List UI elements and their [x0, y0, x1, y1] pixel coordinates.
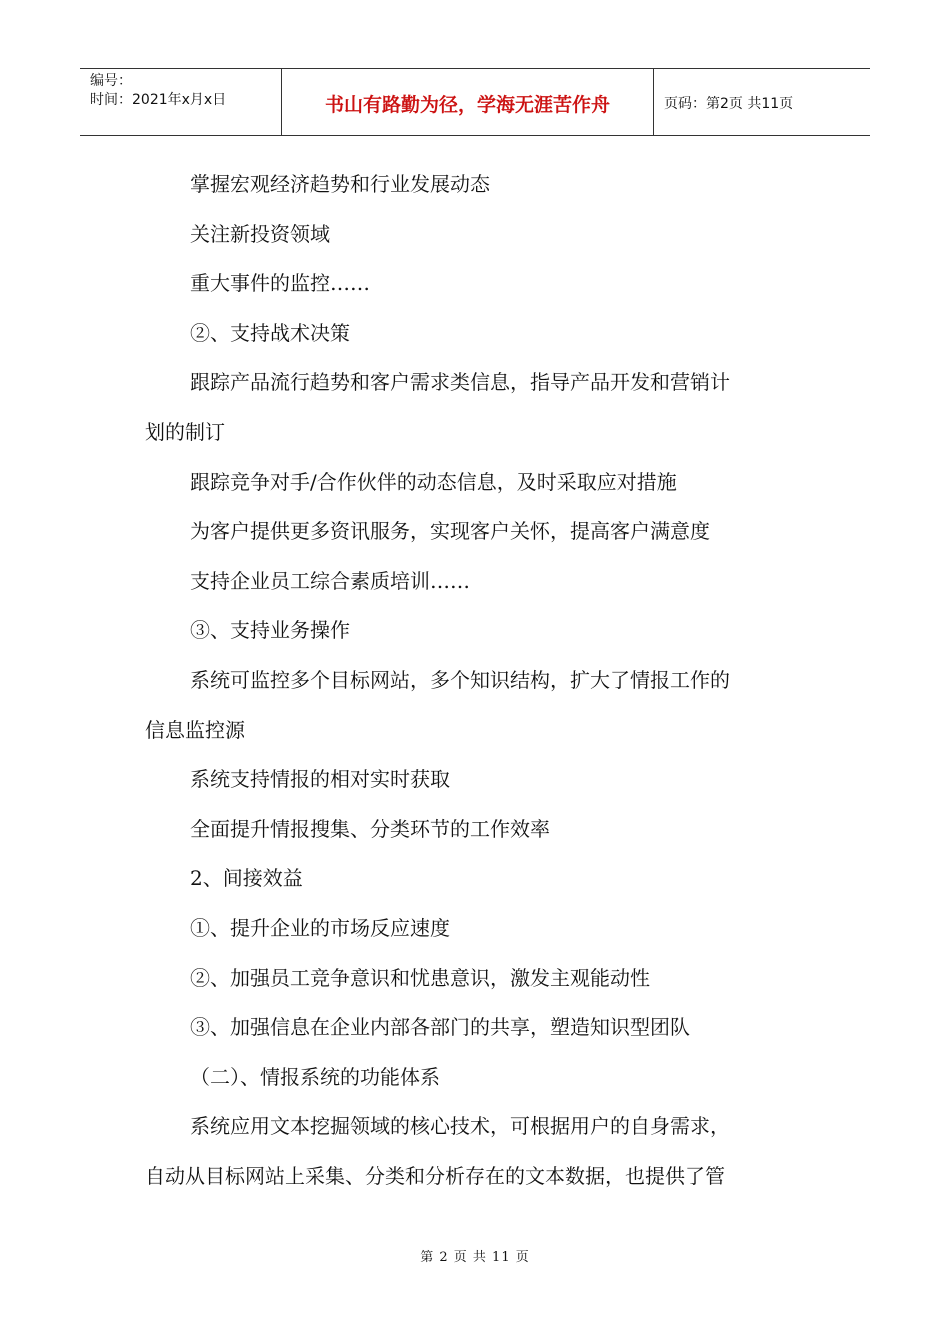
body-paragraph: 自动从目标网站上采集、分类和分析存在的文本数据，也提供了管 — [145, 1163, 725, 1188]
page-footer: 第 2 页 共 11 页 — [420, 1250, 530, 1265]
body-paragraph: ①、提升企业的市场反应速度 — [190, 915, 450, 940]
body-paragraph: 信息监控源 — [145, 717, 245, 742]
body-paragraph: 关注新投资领域 — [190, 221, 330, 246]
body-paragraph: ②、支持战术决策 — [190, 320, 350, 345]
body-paragraph: 掌握宏观经济趋势和行业发展动态 — [190, 172, 490, 196]
header-slogan: 书山有路勤为径，学海无涯苦作舟 — [282, 69, 654, 135]
body-paragraph: 跟踪产品流行趋势和客户需求类信息，指导产品开发和营销计 — [190, 370, 730, 395]
body-paragraph: 支持企业员工综合素质培训…… — [190, 568, 470, 593]
body-paragraph: 跟踪竞争对手/合作伙伴的动态信息，及时采取应对措施 — [190, 469, 677, 494]
document-number-label: 编号： — [90, 73, 132, 89]
body-paragraph: 系统可监控多个目标网站，多个知识结构，扩大了情报工作的 — [190, 667, 730, 692]
body-paragraph: 为客户提供更多资讯服务，实现客户关怀，提高客户满意度 — [190, 519, 710, 544]
body-paragraph: ②、加强员工竞争意识和忧患意识，激发主观能动性 — [190, 965, 650, 990]
body-paragraph: 系统应用文本挖掘领域的核心技术，可根据用户的自身需求， — [190, 1114, 730, 1139]
body-paragraph: 2、间接效益 — [190, 866, 303, 891]
body-paragraph: 系统支持情报的相对实时获取 — [190, 767, 450, 792]
document-time-label: 时间：2021年x月x日 — [90, 92, 227, 108]
page-header — [80, 68, 870, 136]
body-paragraph: ③、加强信息在企业内部各部门的共享，塑造知识型团队 — [190, 1015, 690, 1040]
body-paragraph: 重大事件的监控…… — [190, 271, 370, 296]
body-paragraph: 划的制订 — [145, 419, 225, 444]
header-meta — [80, 69, 282, 135]
body-paragraph: （二）、情报系统的功能体系 — [190, 1064, 440, 1089]
body-paragraph: ③、支持业务操作 — [190, 618, 350, 643]
document-body — [145, 160, 810, 1201]
body-paragraph: 全面提升情报搜集、分类环节的工作效率 — [190, 816, 550, 841]
header-page-info: 页码：第2页 共11页 — [664, 96, 794, 112]
